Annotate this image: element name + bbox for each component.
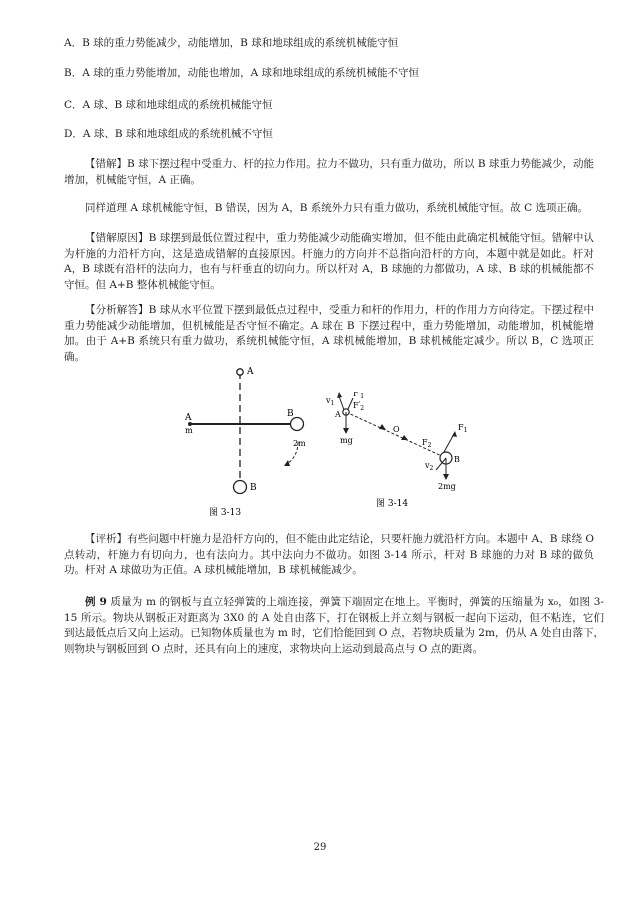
option-d: D．A 球、B 球和地球组成的系统机械不守恒 xyxy=(64,128,273,140)
page-number: 29 xyxy=(313,842,327,853)
paragraph-error-cause xyxy=(64,231,594,293)
label-f2: $F_2$ xyxy=(422,438,432,449)
text-analysis: B 球从水平位置下摆到最低点过程中，受重力和杆的作用力，杆的作用力方向待定。下摆过程中重力势能减少动能增加，但机械能是否守恒不确定。A 球在 B 下摆过程中，重力势能增加，动能增加，机械能增加。由于 A+B 系统只有重力做功，系统机械能守恒，A 球机械能增加，B 球机械能定减少。所以 B，C 选项正确。 xyxy=(64,304,595,363)
label-b-bottom: B xyxy=(250,483,257,493)
tag-error-cause: 【错解原因】 xyxy=(85,232,149,244)
caption-3-13: 图 3-13 xyxy=(209,508,242,518)
paragraph-comment xyxy=(64,532,594,579)
arrow-f1 xyxy=(444,434,454,452)
example-9 xyxy=(64,595,604,657)
swing-arrow-head xyxy=(284,460,290,466)
arrow-v1 xyxy=(339,396,344,410)
label-o: O xyxy=(393,425,400,434)
arrow-2mg-head xyxy=(443,474,449,480)
caption-3-14: 图 3-14 xyxy=(376,499,409,509)
tag-analysis: 【分析解答】 xyxy=(85,304,149,316)
tag-comment: 【评析】 xyxy=(85,533,128,545)
paragraph-error-solution xyxy=(64,157,594,188)
label-2mg: 2mg xyxy=(438,482,456,491)
label-f1-prime: $F'_1$ xyxy=(353,392,365,400)
figure-3-13 xyxy=(176,362,326,522)
paragraph-same-reason xyxy=(64,201,594,217)
label-m: m xyxy=(185,426,193,435)
text-comment: 有些问题中杆施力是沿杆方向的，但不能由此定结论，只要杆施力就沿杆方向。本题中 A、B 球绕 O 点转动，杆施力有切向力，也有法向力。其中法向力不做功。如图 3-14 所示，杆对 B 球施的力对 B 球的做负功。杆对 A 球做功为正值。A 球机械能增加，B 球机械能减少。 xyxy=(64,533,595,576)
paragraph-analysis xyxy=(64,303,594,365)
label-v1: $v_1$ xyxy=(326,396,335,407)
ball-b-right xyxy=(291,418,304,431)
label-v2: $v_2$ xyxy=(425,461,434,472)
label-f1: $F_1$ xyxy=(458,423,468,434)
option-c: C．A 球、B 球和地球组成的系统机械能守恒 xyxy=(64,99,273,111)
label-b: B xyxy=(454,455,460,464)
text-error-cause: B 球摆到最低位置过程中，重力势能减少动能确实增加，但不能由此确定机械能守恒。错解中认为杆施的力沿杆方向，这是造成错解的直接原因。杆施力的方向并不总指向沿杆的方向，本题中就是如此。杆对 A，B 球既有沿杆的法向力，也有与杆垂直的切向力。所以杆对 A，B 球施的力都做功，A 球、B 球的机械能都不守恒。但 A+B 整体机械能守恒。 xyxy=(64,232,595,291)
label-a: A xyxy=(335,410,341,419)
option-a: A．B 球的重力势能减少，动能增加，B 球和地球组成的系统机械能守恒 xyxy=(64,37,399,49)
label-mg: mg xyxy=(340,436,353,445)
arrow-f1-head xyxy=(452,431,457,437)
figure-3-14 xyxy=(320,392,480,514)
label-a-top: A xyxy=(247,367,254,377)
label-f2-prime: $F'_2$ xyxy=(353,401,365,412)
ball-a-top xyxy=(237,369,243,375)
rod-arrow-a xyxy=(379,424,386,430)
arrow-mg-head xyxy=(343,428,349,434)
label-a-left: A xyxy=(185,413,192,423)
example-lead: 例 9 xyxy=(85,596,107,608)
example-text: 质量为 m 的钢板与直立轻弹簧的上端连接，弹簧下端固定在地上。平衡时，弹簧的压缩量为 x₀，如图 3-15 所示。物块从钢板正对距离为 3X0 的 A 处自由落下，打在钢板上并立刻与钢板一起向下运动，但不粘连，它们到达最低点后又向上运动。已知物体质量也为 m 时，它们恰能回到 O 点，若物块质量为 2m，仍从 A 处自由落下，则物块与钢板回到 O 点时，还具有向上的速度，求物块向上运动到最高点与 O 点的距离。 xyxy=(64,596,604,655)
label-b-right: B xyxy=(287,409,294,419)
text-error-solution: B 球下摆过程中受重力、杆的拉力作用。拉力不做功，只有重力做功，所以 B 球重力势能减少，动能增加，机械能守恒，A 正确。 xyxy=(64,158,594,186)
arrow-v1-head xyxy=(337,392,342,398)
tag-error-solution: 【错解】 xyxy=(85,158,128,170)
option-b: B．A 球的重力势能增加，动能也增加，A 球和地球组成的系统机械能不守恒 xyxy=(64,67,420,79)
text-same-reason: 同样道理 A 球机械能守恒，B 错误，因为 A，B 系统外力只有重力做功，系统机械能守恒。故 C 选项正确。 xyxy=(85,202,588,214)
label-2m: 2m xyxy=(293,439,306,448)
ball-b-bottom xyxy=(234,481,247,494)
rod-dashed xyxy=(346,412,446,458)
